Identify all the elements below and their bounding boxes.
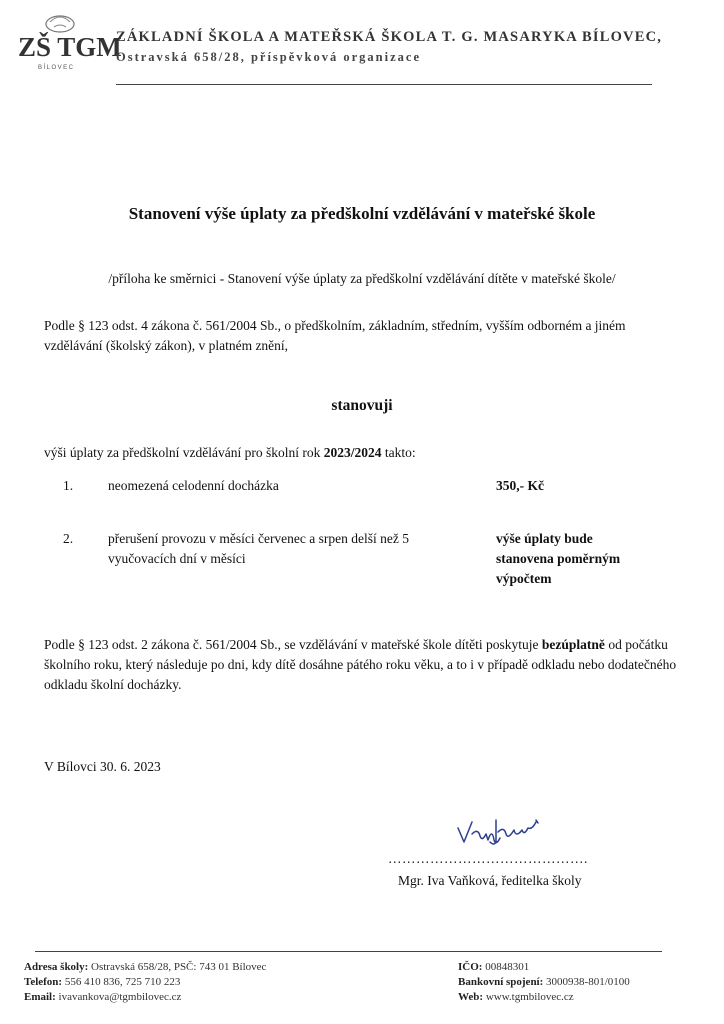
school-name: ZÁKLADNÍ ŠKOLA A MATEŘSKÁ ŠKOLA T. G. MASARYKA BÍLOVEC, <box>116 29 663 45</box>
fee-item-text: neomezená celodenní docházka <box>108 478 279 493</box>
intro-text: výši úplaty za předškolní vzdělávání pro školní rok <box>44 445 324 460</box>
school-address: Ostravská 658/28, příspěvková organizace <box>116 50 421 64</box>
footer-phone-value: 556 410 836, 725 710 223 <box>64 976 181 988</box>
footer-email <box>24 990 266 1005</box>
fee-item-number: 1. <box>63 478 74 493</box>
footer-company <box>458 960 630 1005</box>
footer-email-value: ivavankova@tgmbilovec.cz <box>58 991 182 1003</box>
footer-bank <box>458 975 630 990</box>
footer-contact <box>24 960 266 1005</box>
school-logo <box>14 14 122 74</box>
footer-web <box>458 990 630 1005</box>
exemption-free-label: bezúplatně <box>541 637 605 652</box>
exemption-text-end: od počátku školního roku, který následuje po dni, kdy dítě dosáhne pátého roku věku, a to i v případě odkladu nebo dodatečného odkladu školní docházky. <box>44 637 677 692</box>
exemption-text: Podle § 123 odst. 2 zákona č. 561/2004 Sb., se vzdělávání v mateřské škole dítěti poskytuje <box>44 637 542 652</box>
footer-web-label: Web: <box>458 991 484 1003</box>
logo-caption: BÍLOVEC <box>38 65 75 71</box>
footer-bank-value: 3000938-801/0100 <box>546 976 630 988</box>
signatory-name: Mgr. Iva Vaňková, ředitelka školy <box>398 873 582 888</box>
fee-item-text: přerušení provozu v měsíci červenec a srpen delší než 5 vyučovacích dní v měsíci <box>108 531 410 566</box>
footer-email-label: Email: <box>24 991 56 1003</box>
footer-address-label: Adresa školy: <box>24 961 89 973</box>
footer-divider <box>35 951 662 952</box>
header-divider <box>116 84 652 85</box>
fee-item-value: výše úplaty bude stanovena poměrným výpočtem <box>496 531 621 586</box>
footer-address-value: Ostravská 658/28, PSČ: 743 01 Bílovec <box>91 961 267 973</box>
footer-ico-label: IČO: <box>458 961 483 973</box>
document-subtitle: /příloha ke směrnici - Stanovení výše úplaty za předškolní vzdělávání dítěte v mateřské škole/ <box>108 271 616 286</box>
place-date: V Bílovci 30. 6. 2023 <box>44 759 161 774</box>
exemption-paragraph <box>44 635 684 695</box>
logo-text: ZŠ TGM <box>18 32 122 62</box>
footer-web-value: www.tgmbilovec.cz <box>485 991 574 1003</box>
footer-phone <box>24 975 266 990</box>
school-year: 2023/2024 <box>323 445 382 460</box>
fee-item-number: 2. <box>63 531 74 546</box>
footer-ico-value: 00848301 <box>485 961 530 973</box>
handwritten-signature <box>452 814 548 850</box>
footer-phone-label: Telefon: <box>24 976 63 988</box>
intro-text-end: takto: <box>381 445 416 460</box>
footer-bank-label: Bankovní spojení: <box>458 976 544 988</box>
signature-line: ……………………………………. <box>388 851 588 866</box>
legal-basis-paragraph: Podle § 123 odst. 4 zákona č. 561/2004 Sb., o předškolním, základním, středním, vyšším odborném a jiném vzdělávání (školský zákon), v platném znění, <box>44 318 626 353</box>
footer-address <box>24 960 266 975</box>
footer-ico <box>458 960 630 975</box>
decree-heading: stanovuji <box>331 397 393 414</box>
intro-line <box>44 443 684 463</box>
document-title: Stanovení výše úplaty za předškolní vzdělávání v mateřské škole <box>128 204 596 223</box>
fee-item-value: 350,- Kč <box>496 478 544 493</box>
